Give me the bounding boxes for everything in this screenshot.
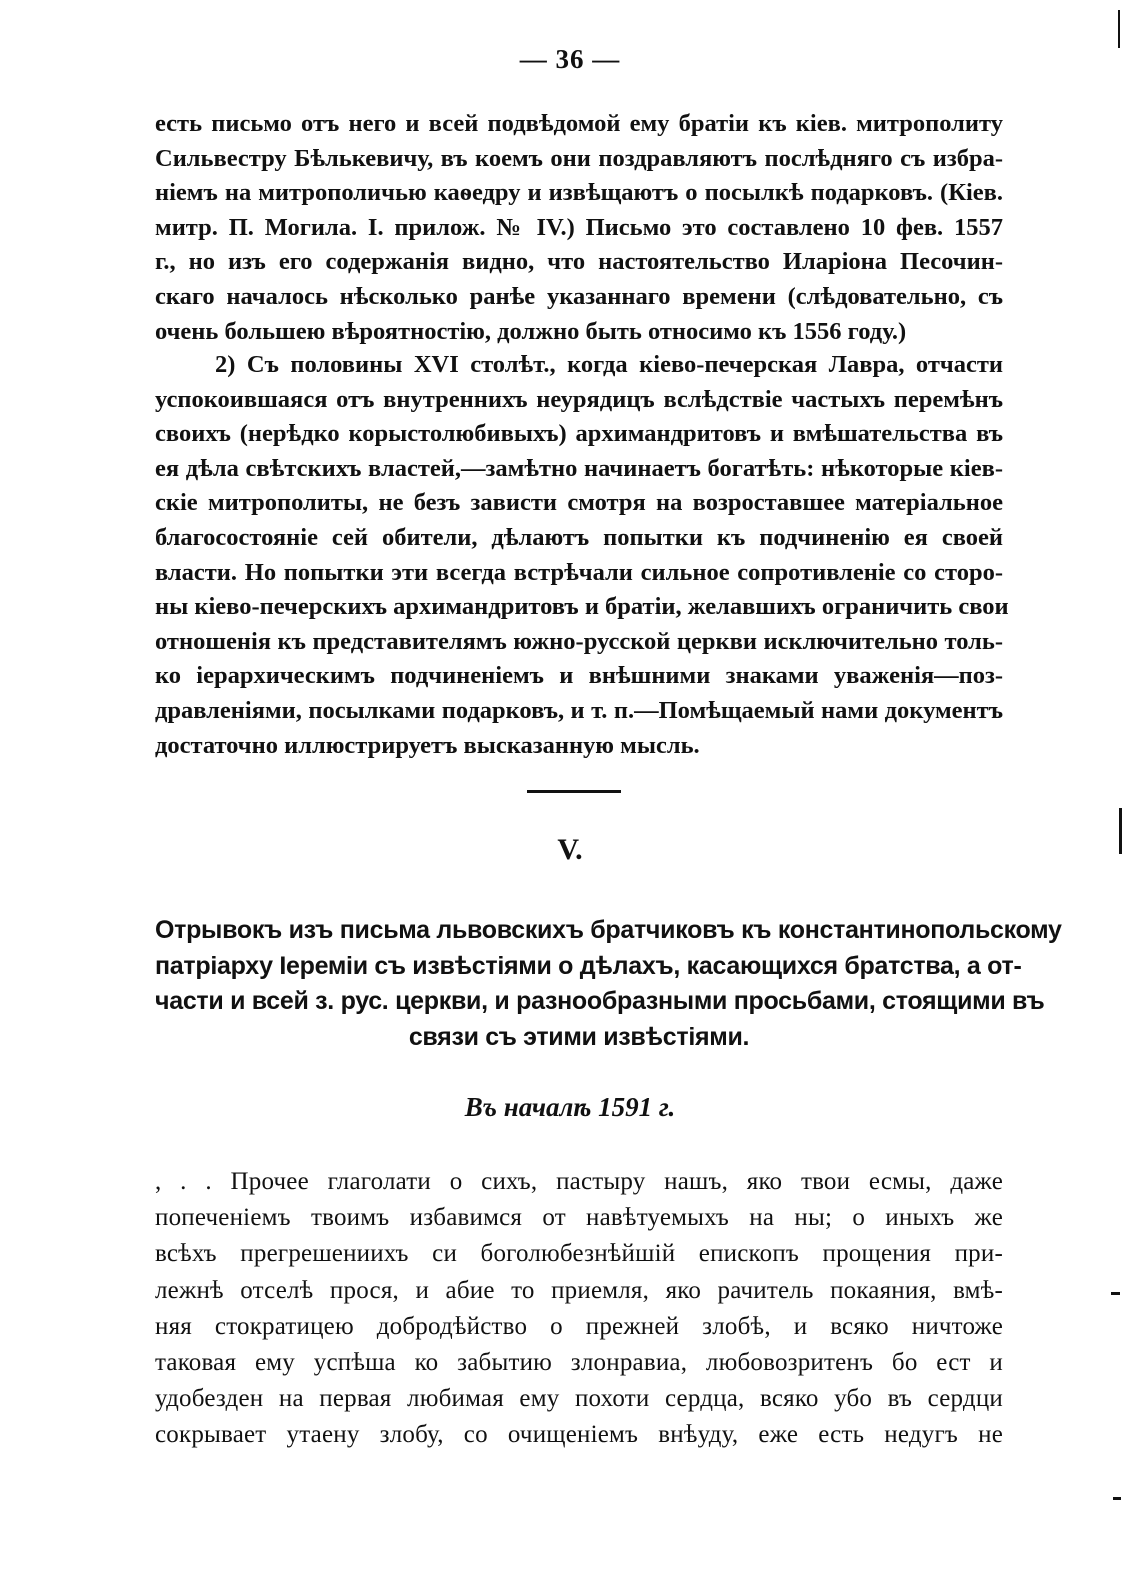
text-line: попеченіемъ твоимъ избавимся от навѣтуемыхъ на ны; о иныхъ же xyxy=(155,1204,1003,1232)
heading-line: связи съ этими извѣстіями. xyxy=(408,1022,750,1051)
text-line: няя стократицею добродѣйство о прежней злобѣ, и всяко ничтоже xyxy=(155,1312,1003,1340)
page-number: — 36 — xyxy=(519,44,621,74)
text-line: г., но изъ его содержанія видно, что настоятельство Иларіона Песочин- xyxy=(155,248,1003,276)
text-line: ко іерархическимъ подчиненіемъ и внѣшними знаками уваженія—поз- xyxy=(155,662,1003,690)
scan-edge-mark xyxy=(1113,1497,1121,1500)
text-line: сокрывает утаену злобу, со очищеніемъ внѣуду, еже есть недугъ не xyxy=(155,1421,1003,1449)
text-line: таковая ему успѣша ко забытию злонравиа, любовозритенъ бо ест и xyxy=(155,1349,1003,1377)
document-date: Въ началѣ 1591 г. xyxy=(464,1092,676,1122)
text-line: всѣхъ прегрешениихъ си боголюбезнѣйшій епископъ прощения при- xyxy=(155,1240,1003,1268)
text-line: есть письмо отъ него и всей подвѣдомой ему братіи къ кiев. митрополиту xyxy=(155,110,1003,137)
text-line: успокоившаяся отъ внутреннихъ неурядицъ вслѣдствіе частыхъ перемѣнъ xyxy=(155,385,1003,413)
text-line: ны кіево-печерскихъ архимандритовъ и братіи, желавшихъ ограничить свои xyxy=(155,593,1009,621)
heading-line: Отрывокъ изъ письма львовскихъ братчиковъ къ константинопольскому xyxy=(155,916,1062,944)
scan-edge-mark xyxy=(1119,808,1122,854)
text-line: достаточно иллюстрируетъ высказанную мысль. xyxy=(155,731,700,759)
text-line: дравленіями, посылками подарковъ, и т. п.—Помѣщаемый нами документъ xyxy=(155,696,1003,724)
section-heading xyxy=(155,913,1062,1055)
text-line: власти. Но попытки эти всегда встрѣчали сильное сопротивленіе со сторо- xyxy=(155,558,1003,586)
text-line: ніемъ на митрополичью каѳедру и извѣщаютъ о посылкѣ подарковъ. (Кіев. xyxy=(155,179,1003,207)
intro-paragraph xyxy=(155,107,1003,349)
text-line: ея дѣла свѣтскихъ властей,—замѣтно начинаетъ богатѣть: нѣкоторые кіев- xyxy=(155,454,1003,482)
heading-line: части и всей з. рус. церкви, и разнообразными просьбами, стоящими въ xyxy=(155,987,1045,1015)
text-line: скіе митрополиты, не безъ зависти смотря на возроставшее матеріальное xyxy=(155,489,1003,517)
heading-line: патріарху Іереміи съ извѣстіями о дѣлахъ, касающихся братства, а от- xyxy=(155,951,1022,980)
scan-edge-mark xyxy=(1118,10,1120,48)
text-line: митр. П. Могила. I. прилож. № IV.) Письмо это составлено 10 фев. 1557 xyxy=(155,213,1003,241)
text-line: благосостояніе сей обители, дѣлаютъ попытки къ подчиненію ея своей xyxy=(155,523,1003,551)
text-line: скаго началось нѣсколько ранѣе указаннаго времени (слѣдовательно, съ xyxy=(155,282,1003,310)
paragraph-2 xyxy=(155,348,1009,763)
text-line: отношенія къ представителямъ южно-русской церкви исключительно толь- xyxy=(155,627,1003,655)
letter-text xyxy=(155,1164,1003,1454)
text-line: 2) Съ половины XVI столѣт., когда кіево-печерская Лавра, отчасти xyxy=(215,351,1003,378)
text-line: , . . Прочее глаголати о сихъ, пастыру нашъ, яко твои есмы, даже xyxy=(155,1168,1003,1195)
text-line: Сильвестру Бѣлькевичу, въ коемъ они поздравляютъ послѣдняго съ избра- xyxy=(155,144,1003,172)
section-divider xyxy=(527,790,621,793)
section-numeral: V. xyxy=(557,833,583,866)
text-line: лежнѣ отселѣ прося, и абие то приемля, яко рачитель покаяния, вмѣ- xyxy=(155,1276,1003,1304)
text-line: удобезден на первая любимая ему похоти сердца, всяко убо въ сердци xyxy=(155,1385,1003,1413)
text-line: очень большею вѣроятностію, должно быть относимо къ 1556 году.) xyxy=(155,317,907,345)
scan-edge-mark xyxy=(1111,1292,1120,1295)
text-line: своихъ (нерѣдко корыстолюбивыхъ) архимандритовъ и вмѣшательства въ xyxy=(155,420,1003,448)
